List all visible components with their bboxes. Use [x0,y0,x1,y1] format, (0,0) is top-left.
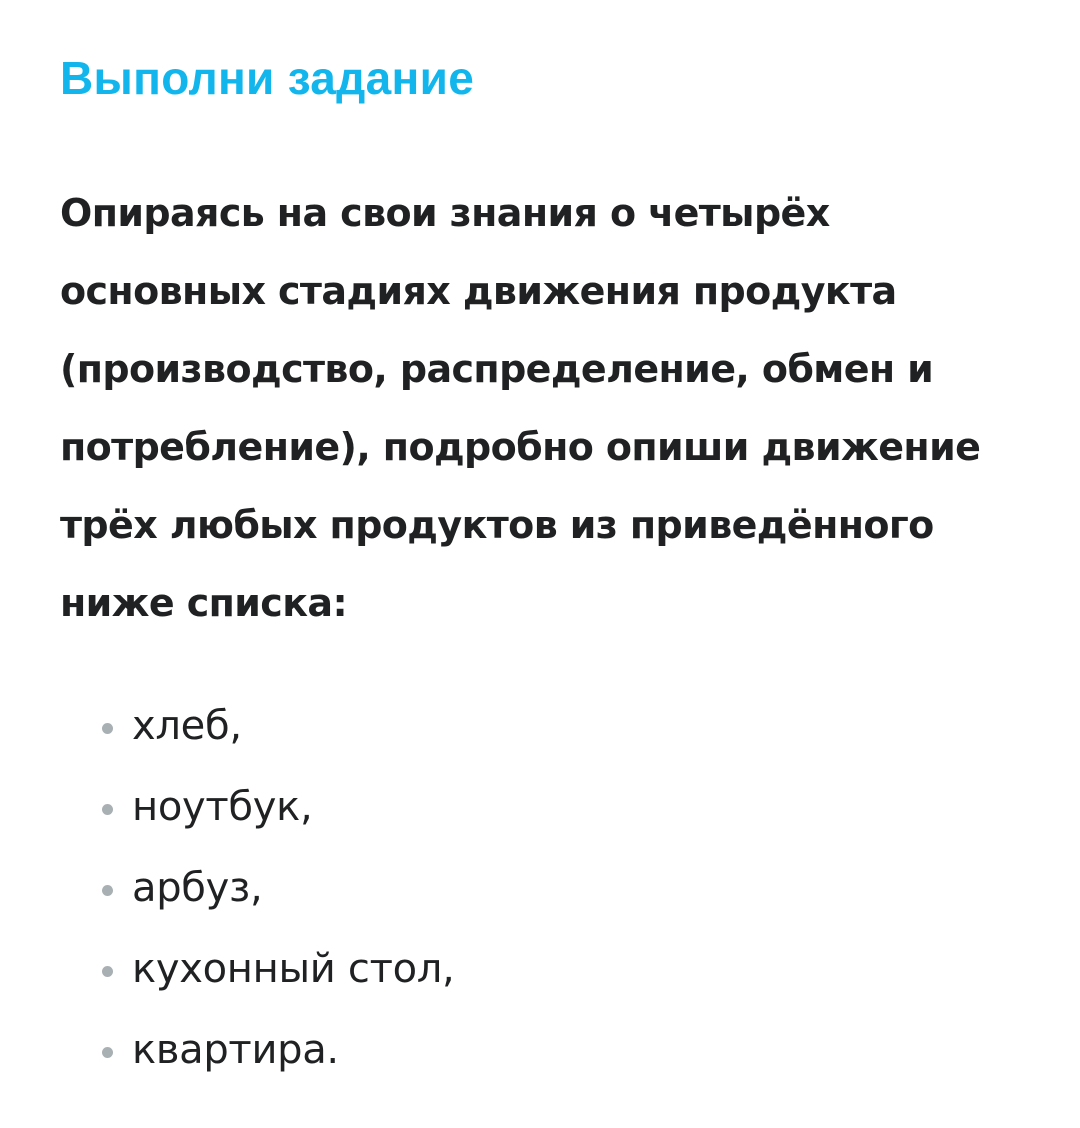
list-item [60,767,1020,848]
list-item-label: кухонный стол, [132,946,455,992]
list-item-label: квартира. [132,1027,339,1073]
task-instructions: Опираясь на свои знания о четырёх основных стадиях движения продукта (производство, распределение, обмен и потребление), подробно опиши движение трёх любых продуктов из приведённого ниже списка: [60,191,981,625]
bullet-icon [102,1047,113,1058]
bullet-icon [102,966,113,977]
bullet-icon [102,804,113,815]
bullet-icon [102,723,113,734]
list-item [60,1010,1020,1091]
product-list [60,686,1020,1091]
bullet-icon [102,885,113,896]
list-item-label: арбуз, [132,865,263,911]
list-item [60,848,1020,929]
list-item-label: ноутбук, [132,784,313,830]
list-item-label: хлеб, [132,703,242,749]
list-item [60,929,1020,1010]
list-item [60,686,1020,767]
task-title: Выполни задание [60,52,475,104]
